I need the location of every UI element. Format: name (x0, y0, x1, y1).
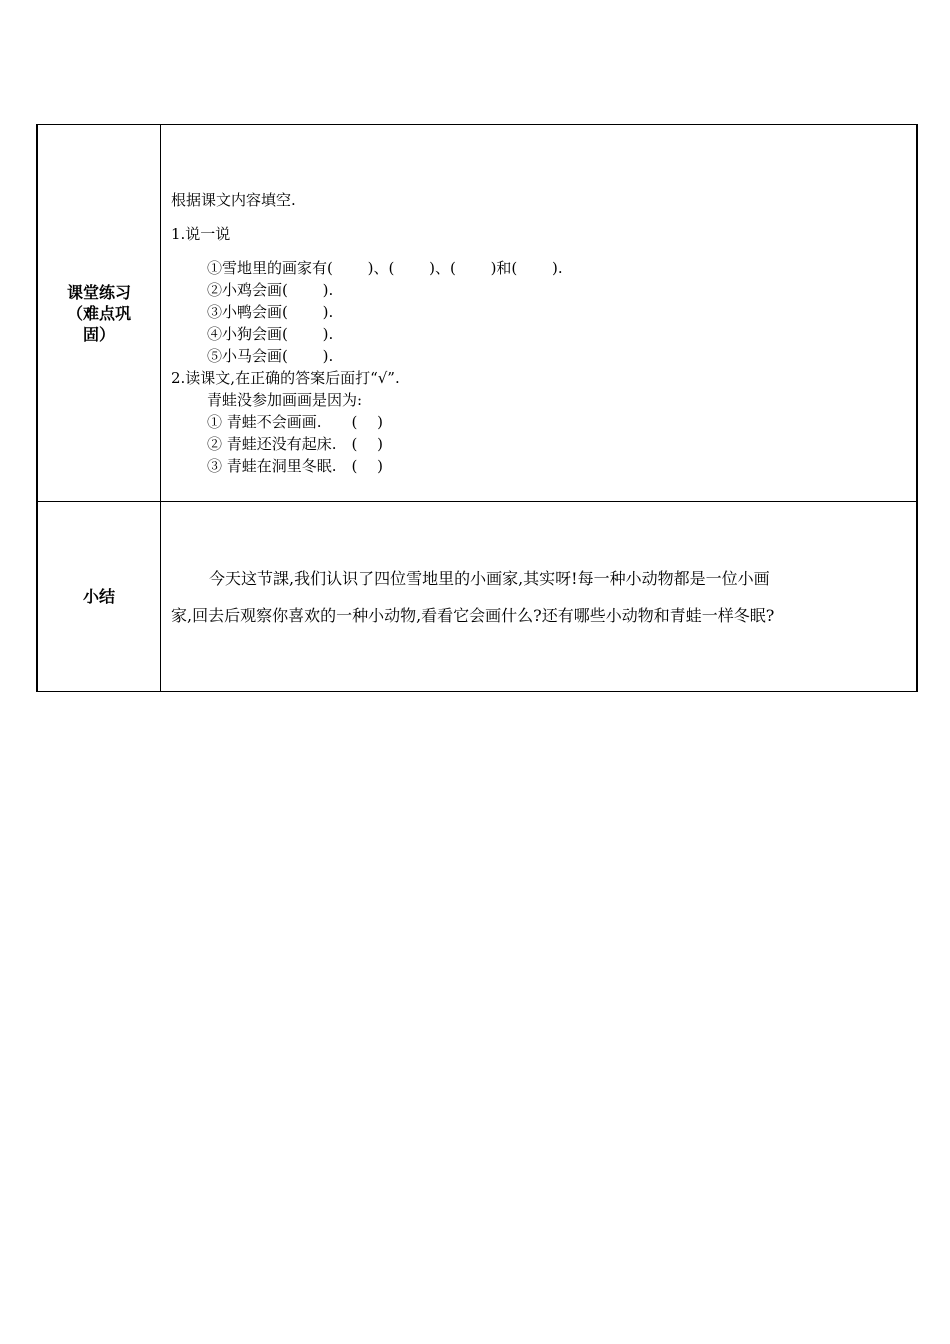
question-1-item: ④小狗会画( ). (207, 325, 334, 343)
lesson-table (36, 124, 918, 692)
question-2-option: ② 青蛙还没有起床. ( ) (207, 435, 384, 453)
practice-label (57, 282, 141, 345)
summary-label: 小结 (82, 587, 115, 606)
question-1-item: ⑤小马会画( ). (207, 347, 334, 365)
question-1-item: ③小鸭会画( ). (207, 303, 334, 321)
question-2-option: ③ 青蛙在洞里冬眠. ( ) (207, 457, 384, 475)
practice-label-cell (37, 125, 161, 502)
question-1-item: ①雪地里的画家有( )、( )、( )和( ). (207, 259, 563, 277)
question-2-title: 2.读课文,在正确的答案后面打“√”. (171, 369, 400, 387)
summary-row (37, 502, 917, 692)
practice-intro: 根据课文内容填空. (171, 191, 296, 209)
question-2-option: ① 青蛙不会画画. ( ) (207, 413, 384, 431)
summary-content-cell (161, 502, 918, 692)
question-2-prompt: 青蛙没参加画画是因为: (207, 391, 363, 409)
summary-text-line2: 家,回去后观察你喜欢的一种小动物,看看它会画什么?还有哪些小动物和青蛙一样冬眠? (171, 605, 775, 625)
summary-text-line1: 今天这节課,我们认识了四位雪地里的小画家,其实呀!每一种小动物都是一位小画 (209, 568, 770, 588)
question-1-title: 1.说一说 (171, 225, 231, 243)
practice-label-line2: （难点巩 (66, 303, 131, 323)
practice-label-line1: 课堂练习 (66, 282, 131, 302)
practice-label-line3: 固） (82, 324, 115, 344)
summary-label-cell (37, 502, 161, 692)
practice-row (37, 125, 917, 502)
practice-content-cell (161, 125, 918, 502)
question-1-item: ②小鸡会画( ). (207, 281, 334, 299)
